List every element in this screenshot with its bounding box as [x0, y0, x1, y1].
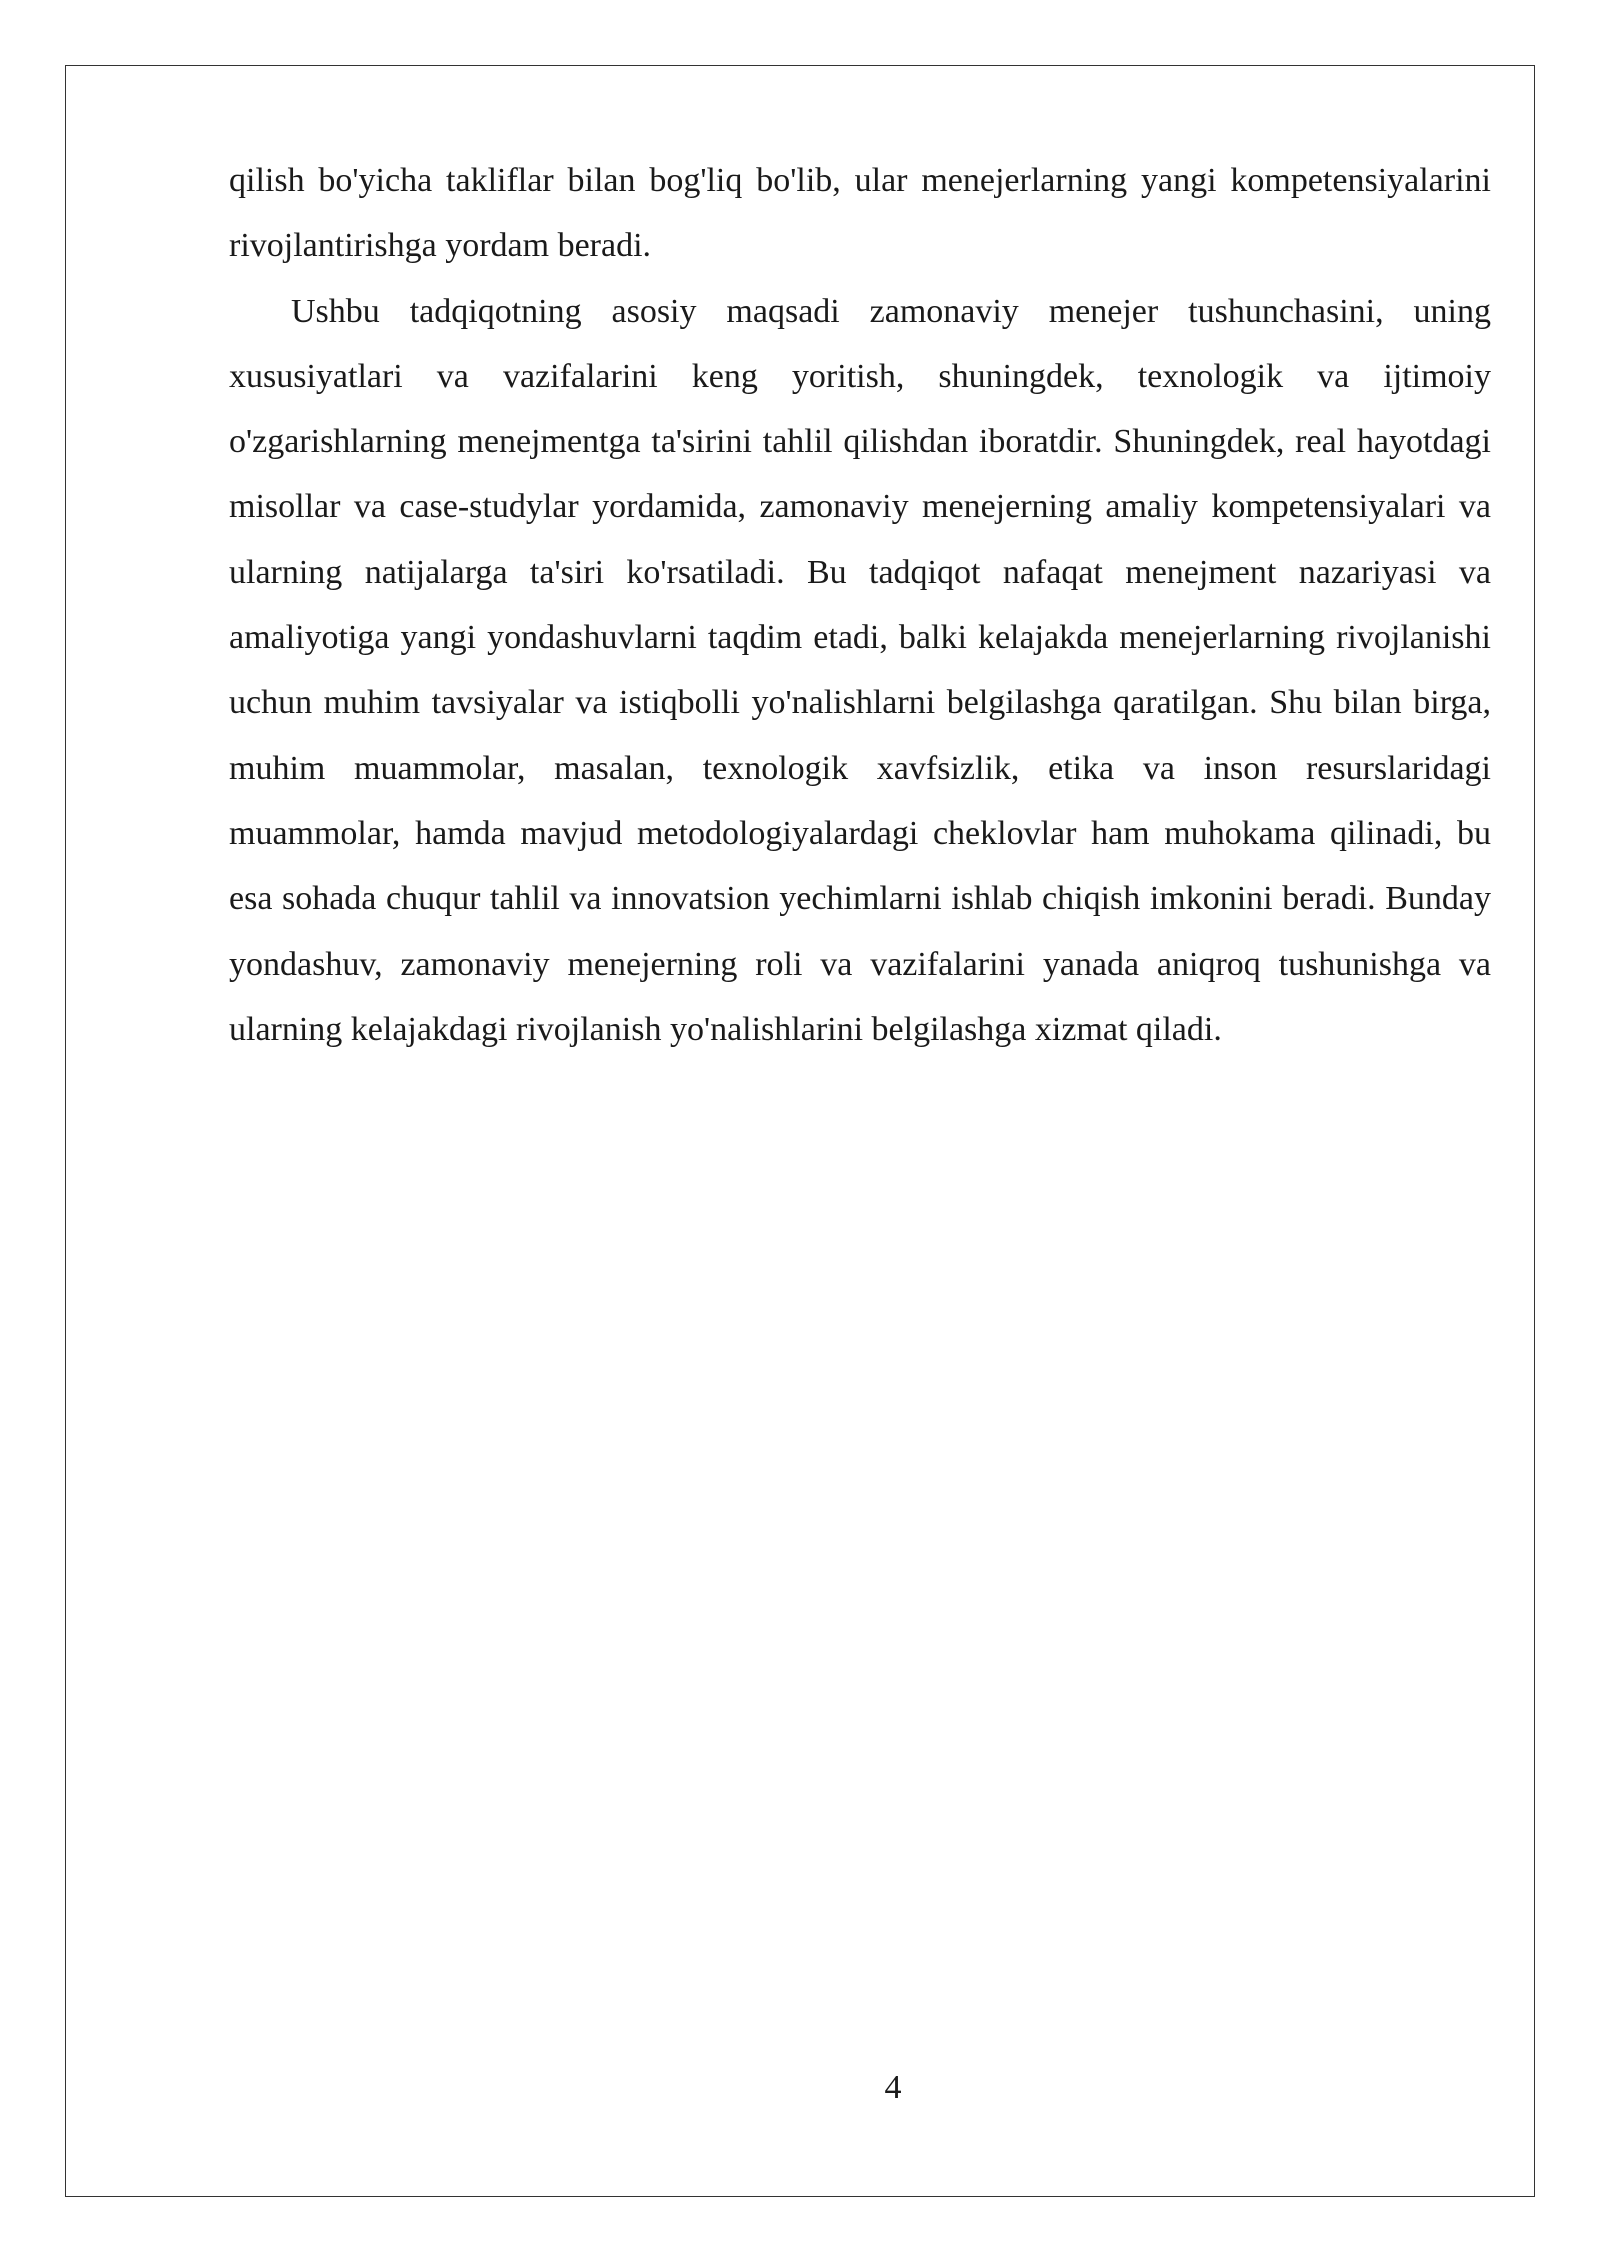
body-text	[229, 148, 1491, 1062]
paragraph-continuation: qilish bo'yicha takliflar bilan bog'liq bo'lib, ular menejerlarning yangi kompetensiyalarini rivojlantirishga yordam beradi.	[229, 162, 1491, 265]
paragraph-research-aim: Ushbu tadqiqotning asosiy maqsadi zamonaviy menejer tushunchasini, uning xususiyatlari va vazifalarini keng yoritish, shuningdek, texnologik va ijtimoiy o'zgarishlarning menejmentga ta'sirini tahlil qilishdan iboratdir. Shuningdek, real hayotdagi misollar va case-studylar yordamida, zamonaviy menejerning amaliy kompetensiyalari va ularning natijalarga ta'siri ko'rsatiladi. Bu tadqiqot nafaqat menejment nazariyasi va amaliyotiga yangi yondashuvlarni taqdim etadi, balki kelajakda menejerlarning rivojlanishi uchun muhim tavsiyalar va istiqbolli yo'nalishlarni belgilashga qaratilgan. Shu bilan birga, muhim muammolar, masalan, texnologik xavfsizlik, etika va inson resurslaridagi muammolar, hamda mavjud metodologiyalardagi cheklovlar ham muhokama qilinadi, bu esa sohada chuqur tahlil va innovatsion yechimlarni ishlab chiqish imkonini beradi. Bunday yondashuv, zamonaviy menejerning roli va vazifalarini yanada aniqroq tushunishga va ularning kelajakdagi rivojlanish yo'nalishlarini belgilashga xizmat qiladi.	[229, 292, 1491, 1048]
page-number: 4	[884, 2069, 902, 2106]
